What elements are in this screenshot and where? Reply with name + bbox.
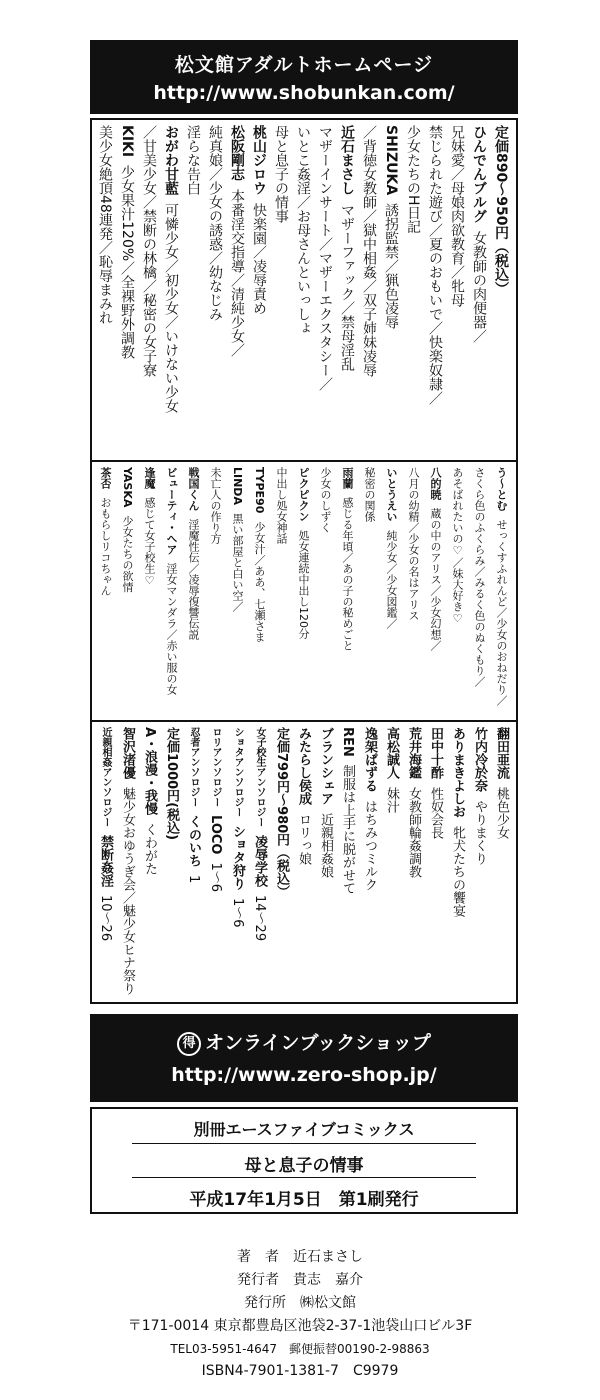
catalog-titles: 兄妹愛／母娘肉欲教育／牝母 xyxy=(449,125,465,307)
catalog-titles: 純真娘／少女の誘惑／幼なじみ xyxy=(207,125,223,321)
catalog-heading: 定価1000円(税込) xyxy=(164,727,179,841)
catalog-heading: みたらし侯成 xyxy=(296,727,311,805)
catalog-titles: はちみつミルク xyxy=(362,800,377,891)
address-line: 〒171-0014 東京都豊島区池袋2-37-1池袋山口ビル3F xyxy=(127,1318,473,1334)
homepage-url[interactable]: http://www.shobunkan.com/ xyxy=(153,82,455,104)
catalog-titles: せっくすふれんど／少女のおねだり／ xyxy=(495,519,508,706)
catalog-heading: ありまきよしお xyxy=(450,727,465,818)
catalog-titles: 少女のしずく xyxy=(319,467,332,533)
catalog-heading: くのいち xyxy=(186,815,201,867)
catalog-column xyxy=(314,125,336,457)
catalog-column xyxy=(270,727,292,999)
online-shop-url[interactable]: http://www.zero-shop.jp/ xyxy=(171,1064,437,1086)
catalog-column xyxy=(94,467,116,717)
catalog-column xyxy=(160,125,182,457)
catalog-titles: 純少女／少女図鑑／ xyxy=(385,530,398,629)
homepage-title: 松文館アダルトホームページ xyxy=(174,54,434,76)
catalog-column xyxy=(292,125,314,457)
catalog-titles: ／甘美少女／禁断の林檎／秘密の女子寮 xyxy=(141,125,157,377)
catalog-column xyxy=(182,727,204,999)
catalog-titles: ロリっ娘 xyxy=(296,813,311,865)
catalog-titles: 少女たちの欲情 xyxy=(121,515,134,593)
publisher-line: 発行者 貴志 嘉介 xyxy=(237,1272,363,1288)
catalog-column xyxy=(358,727,380,999)
catalog-column xyxy=(116,125,138,457)
catalog-heading: ひんでんブルグ xyxy=(471,125,487,223)
catalog-column xyxy=(314,727,336,999)
online-shop-banner xyxy=(90,1014,518,1102)
catalog-column xyxy=(160,467,182,717)
catalog-heading: LOCO xyxy=(208,815,223,855)
catalog-column xyxy=(116,467,138,717)
catalog-heading: 高松誠人 xyxy=(384,727,399,779)
catalog-heading: 竹内冷於奈 xyxy=(472,727,487,792)
catalog-column xyxy=(490,125,512,457)
printing-label: 第1刷発行 xyxy=(338,1190,419,1210)
catalog-column xyxy=(204,125,226,457)
catalog-titles: 女教師の肉便器／ xyxy=(471,231,487,343)
catalog-titles: 淫魔性伝／凌辱復讐伝説 xyxy=(187,519,200,640)
catalog-heading: 禁断姦淫 xyxy=(98,835,113,887)
isbn-line: ISBN4-7901-1381-7 C9979 xyxy=(201,1363,399,1379)
catalog-column xyxy=(490,727,512,999)
catalog-heading: LINDA xyxy=(231,467,244,505)
catalog-heading: いとうえい xyxy=(385,467,398,522)
anthology-label: 近親相姦アンソロジー xyxy=(100,727,111,827)
catalog-heading: 松阪剛志 xyxy=(229,125,245,181)
catalog-column xyxy=(446,125,468,457)
catalog-column xyxy=(226,727,248,999)
catalog-titles: 快楽園／凌辱責め xyxy=(251,203,267,315)
catalog-column xyxy=(358,125,380,457)
catalog-titles: 性奴会長 xyxy=(428,787,443,839)
publish-date: 平成17年1月5日 xyxy=(189,1190,322,1210)
catalog-column xyxy=(380,125,402,457)
catalog-heading: 定価799円～980円（税込） xyxy=(274,727,289,899)
catalog-heading: 翻田亜流 xyxy=(494,727,509,779)
catalog-column xyxy=(116,727,138,999)
catalog-heading: 八的暁 xyxy=(429,467,442,500)
catalog-titles: 感じて女子校生♡ xyxy=(143,497,156,587)
catalog-heading: 智沢渚優 xyxy=(120,727,135,779)
catalog-heading: 雨蘭 xyxy=(341,467,354,489)
catalog-titles: 少女果汁120%／全裸野外調教 xyxy=(119,165,135,360)
catalog-column xyxy=(446,467,468,717)
catalog-titles: 八月の幼精／少女の名はアリス xyxy=(407,467,420,621)
catalog-column xyxy=(248,125,270,457)
anthology-label: 忍者アンソロジー xyxy=(188,727,199,807)
catalog-titles: 蔵の中のアリス／少女幻想／ xyxy=(429,508,442,651)
catalog-heading: う～とむ xyxy=(495,467,508,511)
catalog-column xyxy=(138,727,160,999)
tel-line: TEL03-5951-4647 郵便振替00190-2-98863 xyxy=(170,1342,430,1356)
catalog-column xyxy=(160,727,182,999)
catalog-titles: 制服は上手に脱がせて xyxy=(340,764,355,895)
catalog-column xyxy=(424,125,446,457)
catalog-column xyxy=(446,727,468,999)
catalog-column xyxy=(226,125,248,457)
catalog-heading: 近石まさし xyxy=(339,125,355,195)
catalog-column xyxy=(182,467,204,717)
catalog-column xyxy=(138,467,160,717)
catalog-column xyxy=(226,467,248,717)
catalog-heading: ビューティ・ヘア xyxy=(165,467,178,555)
catalog-titles: あそばれたいの♡／妹大好き♡ xyxy=(451,467,464,625)
catalog-column xyxy=(314,467,336,717)
catalog-heading: 凌辱学校 xyxy=(252,835,267,887)
homepage-banner xyxy=(90,40,518,114)
catalog-heading: 定価890～950円（税込） xyxy=(493,125,509,296)
catalog-column xyxy=(424,727,446,999)
catalog-titles: 近親相姦娘 xyxy=(318,813,333,878)
catalog-heading: REN xyxy=(340,727,355,757)
catalog-titles: 妹汁 xyxy=(384,787,399,813)
catalog-titles: 1 xyxy=(186,875,201,884)
catalog-titles: 感じる年頃／あの子の秘めごと xyxy=(341,497,354,651)
catalog-heading: 荒井海鑑 xyxy=(406,727,421,779)
catalog-list xyxy=(90,118,518,1004)
anthology-label: ロリアンソロジー xyxy=(210,727,221,807)
catalog-titles: マザーインサート／マザーエクスタシー／ xyxy=(317,125,333,391)
catalog-column xyxy=(292,727,314,999)
author-line: 著 者 近石まさし xyxy=(237,1249,363,1265)
catalog-column xyxy=(380,467,402,717)
catalog-heading: 田中十酢 xyxy=(428,727,443,779)
catalog-titles: 本番淫交指導／清純少女／ xyxy=(229,189,245,357)
catalog-titles: 母と息子の情事 xyxy=(273,125,289,223)
catalog-titles: 10～26 xyxy=(98,895,113,942)
catalog-heading: 逢魔 xyxy=(143,467,156,489)
catalog-column xyxy=(292,467,314,717)
catalog-column xyxy=(94,727,116,999)
catalog-column xyxy=(336,467,358,717)
catalog-heading: YASKA xyxy=(121,467,134,508)
catalog-titles: 少女汁／ああ、七瀬さま xyxy=(253,521,266,643)
colophon-box xyxy=(90,1107,518,1214)
catalog-column xyxy=(424,467,446,717)
catalog-titles: 未亡人の作り方 xyxy=(209,467,222,544)
catalog-titles: 黒い部屋と白い空／ xyxy=(231,512,244,612)
catalog-titles: 1～6 xyxy=(208,862,223,893)
catalog-section-1 xyxy=(92,120,516,460)
catalog-titles: 少女たちのH日記 xyxy=(405,125,421,234)
rule-line xyxy=(132,1177,476,1178)
book-title: 母と息子の情事 xyxy=(244,1156,364,1176)
catalog-titles: 女教師輪姦調教 xyxy=(406,787,421,878)
catalog-column xyxy=(182,125,204,457)
catalog-titles: マザーファック／禁母淫乱 xyxy=(339,203,355,371)
catalog-heading: 茶否 xyxy=(99,467,112,489)
catalog-column xyxy=(248,727,270,999)
catalog-heading: A・浪漫・我慢 xyxy=(142,727,157,816)
catalog-column xyxy=(204,467,226,717)
catalog-heading: ショタ狩り xyxy=(230,825,245,890)
catalog-titles: ／背徳女教師／獄中相姦／双子姉妹凌辱 xyxy=(361,125,377,377)
catalog-titles: 淫女マンダラ／赤い服の女 xyxy=(165,563,178,695)
catalog-heading: おがわ甘藍 xyxy=(163,125,179,195)
catalog-heading: SHIZUKA xyxy=(383,125,399,196)
catalog-titles: 14～29 xyxy=(252,895,267,942)
catalog-titles: おもらしリコちゃん xyxy=(99,497,112,596)
catalog-column xyxy=(336,125,358,457)
catalog-titles: いとこ姦淫／お母さんといっしょ xyxy=(295,125,311,335)
catalog-section-3 xyxy=(92,722,516,1002)
online-shop-title: オンラインブックショップ xyxy=(205,1032,431,1054)
catalog-section-2 xyxy=(92,462,516,720)
catalog-titles: 牝犬たちの饗宴 xyxy=(450,826,465,917)
catalog-heading: 逸架ぱずる xyxy=(362,727,377,792)
catalog-column xyxy=(490,467,512,717)
catalog-column xyxy=(94,125,116,457)
catalog-column xyxy=(402,467,424,717)
anthology-label: ショタアンソロジー xyxy=(232,727,243,817)
catalog-heading: ピクピクン xyxy=(297,467,310,522)
catalog-titles: さくら色のふくらみ／みるく色のぬくもり／ xyxy=(473,467,486,687)
catalog-column xyxy=(468,125,490,457)
catalog-column xyxy=(270,467,292,717)
catalog-titles: 魅少女おゆうぎ会／魅少女ヒナ祭り xyxy=(120,787,135,995)
catalog-column xyxy=(248,467,270,717)
catalog-column xyxy=(138,125,160,457)
catalog-titles: 淫らな告白 xyxy=(185,125,201,195)
catalog-titles: くわがた xyxy=(142,823,157,876)
catalog-titles: 中出し処女神話 xyxy=(275,467,288,544)
catalog-column xyxy=(402,125,424,457)
catalog-column xyxy=(380,727,402,999)
catalog-titles: 可憐少女／初少女／いけない少女 xyxy=(163,203,179,413)
rule-line xyxy=(132,1143,476,1144)
catalog-column xyxy=(270,125,292,457)
anthology-label: 女子校生アンソロジー xyxy=(254,727,265,827)
catalog-titles: 美少女絶頂48連発／恥辱まみれ xyxy=(97,125,113,325)
catalog-column xyxy=(336,727,358,999)
catalog-titles: 処女連続中出し120分 xyxy=(297,530,310,639)
catalog-column xyxy=(204,727,226,999)
catalog-titles: 秘密の関係 xyxy=(363,467,376,522)
catalog-column xyxy=(402,727,424,999)
catalog-heading: KIKI xyxy=(119,125,135,158)
catalog-titles: 禁じられた遊び／夏のおもいで／快楽奴隷／ xyxy=(427,125,443,405)
toku-icon: 得 xyxy=(177,1032,201,1056)
company-line: 発行所 ㈱松文館 xyxy=(244,1295,356,1311)
catalog-titles: やりまくり xyxy=(472,800,487,865)
catalog-column xyxy=(358,467,380,717)
catalog-heading: ブランシェア xyxy=(318,727,333,805)
catalog-titles: 桃色少女 xyxy=(494,787,509,839)
catalog-heading: 桃山ジロウ xyxy=(251,125,267,195)
series-name: 別冊エースファイブコミックス xyxy=(193,1120,415,1139)
catalog-titles: 1～6 xyxy=(230,898,245,928)
catalog-heading: TYPE90 xyxy=(253,467,266,514)
catalog-column xyxy=(468,467,490,717)
catalog-column xyxy=(468,727,490,999)
catalog-heading: 戦国くん xyxy=(187,467,200,511)
catalog-titles: 誘拐監禁／猟色凌辱 xyxy=(383,203,399,330)
